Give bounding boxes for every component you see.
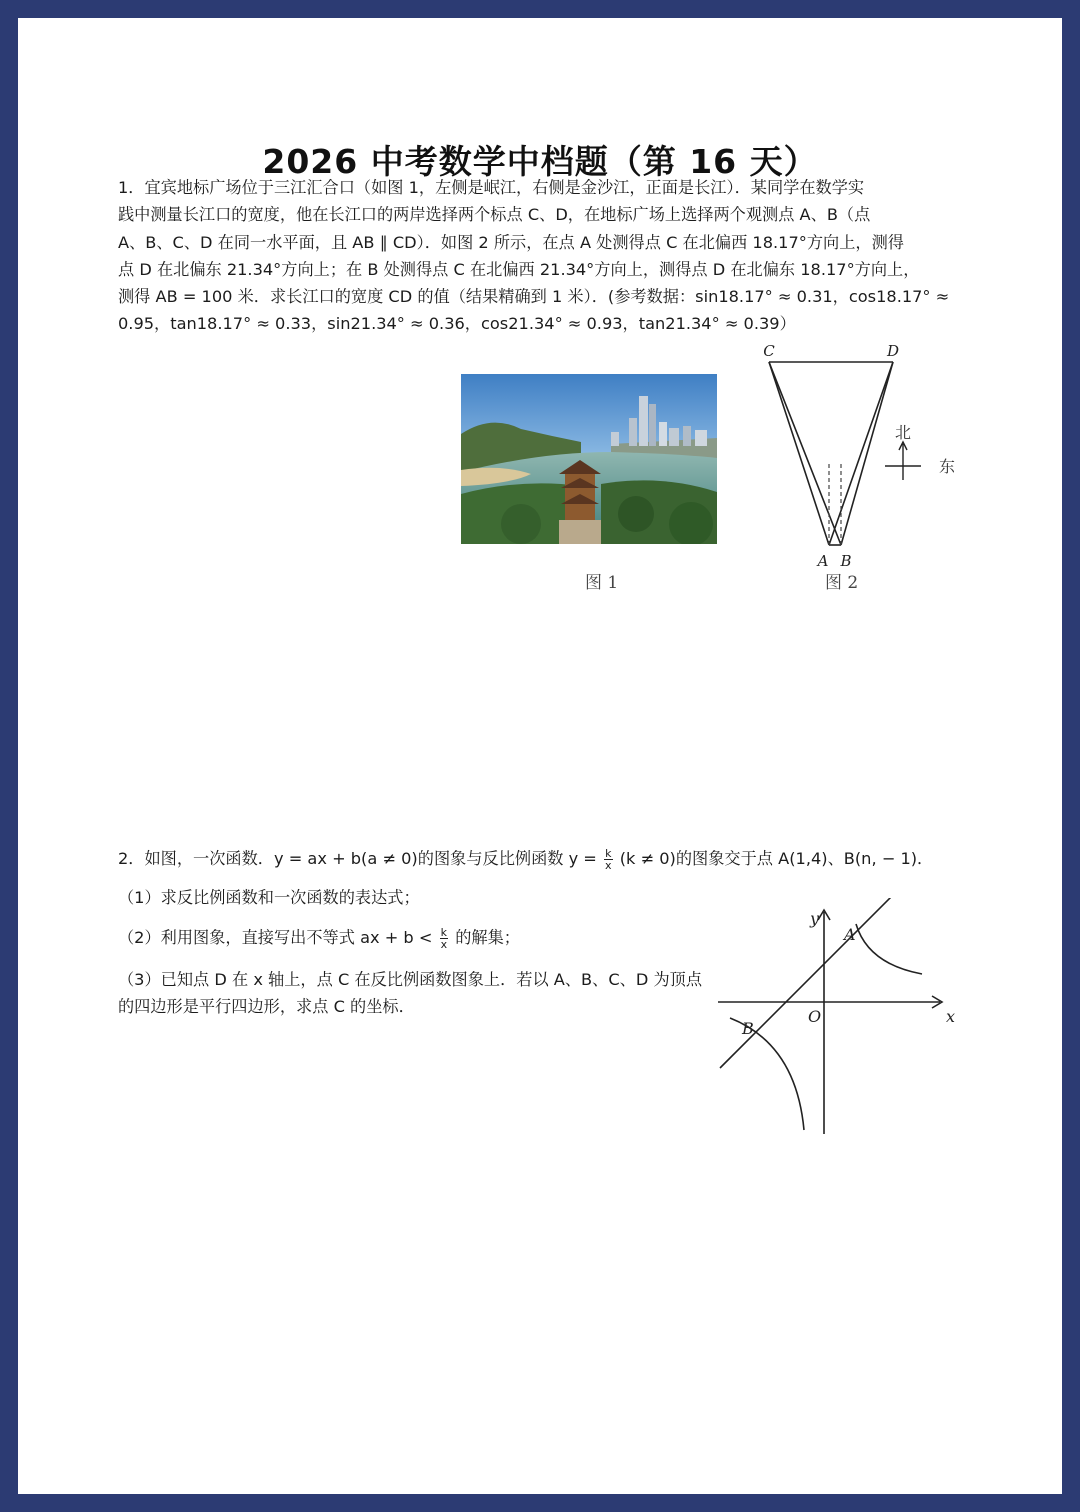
question-1-line: 1．宜宾地标广场位于三江汇合口（如图 1，左侧是岷江，右侧是金沙江，正面是长江）．某同学在数学实 [118,178,865,197]
question-2-part-2: （2）利用图象，直接写出不等式 ax + b < $\frac{k}{x}$ 的解集； [118,926,520,951]
fraction-k-over-x: $\frac{k}{x}$ [440,926,448,951]
label-d: D [886,342,900,360]
linear-function-line [720,898,892,1068]
label-x: x [946,1007,956,1026]
label-origin: O [808,1007,822,1026]
question-1-line: 0.95，tan18.17° ≈ 0.33，sin21.34° ≈ 0.36，cos21.34° ≈ 0.93，tan21.34° ≈ 0.39） [118,314,796,334]
worksheet-page [18,18,1062,1494]
hyperbola-branch-quadrant-1 [856,924,922,974]
segment-ad [829,362,893,545]
question-1-line: 点 D 在北偏东 21.34°方向上；在 B 处测得点 C 在北偏西 21.34°方向上，测得点 D 在北偏东 18.17°方向上， [118,259,920,279]
question-1-line: A、B、C、D 在同一水平面，且 AB ∥ CD）．如图 2 所示，在点 A 处测得点 C 在北偏西 18.17°方向上，测得 [118,232,904,252]
question-1-text [118,174,968,338]
label-point-a: A [844,925,856,944]
page-title: 2026 中考数学中档题（第 16 天） [262,142,818,181]
segment-bc [769,362,841,545]
label-point-b: B [742,1019,754,1038]
question-1-line: 测得 AB = 100 米．求长江口的宽度 CD 的值（结果精确到 1 米）．(参考数据：sin18.17° ≈ 0.31，cos18.17° ≈ [118,287,950,307]
segment-ac [769,362,829,545]
question-2-stem-post: (k ≠ 0)的图象交于点 A(1,4)、B(n, − 1)． [619,849,934,868]
figure-1-photo [461,374,717,544]
segment-bd [841,362,893,545]
label-a: A [817,552,829,570]
fraction-k-over-x: $\frac{k}{x}$ [605,847,612,872]
label-north: 北 [894,423,912,442]
figure-1-caption: 图 1 [585,573,619,593]
figure-2-caption: 图 2 [825,573,859,593]
question-2-stem-pre: 2．如图，一次函数．y = ax + b(a ≠ 0)的图象与反比例函数 y = [118,849,597,868]
label-b: B [840,552,852,570]
landmark-photo-image [461,374,717,544]
compass-icon [885,442,921,480]
question-2-part-3: （3）已知点 D 在 x 轴上，点 C 在反比例函数图象上．若以 A、B、C、D 为顶点的四边形是平行四边形，求点 C 的坐标． [118,970,703,1017]
figure-2-diagram [753,340,983,580]
question-2-part-1: （1）求反比例函数和一次函数的表达式； [118,888,420,907]
question-2-graph [708,898,958,1138]
label-east: 东 [938,457,956,476]
label-y: y [810,909,820,928]
question-2-stem [118,845,978,872]
label-c: C [763,342,775,360]
question-1-line: 践中测量长江口的宽度，他在长江口的两岸选择两个标点 C、D，在地标广场上选择两个观测点 A、B（点 [118,205,871,225]
